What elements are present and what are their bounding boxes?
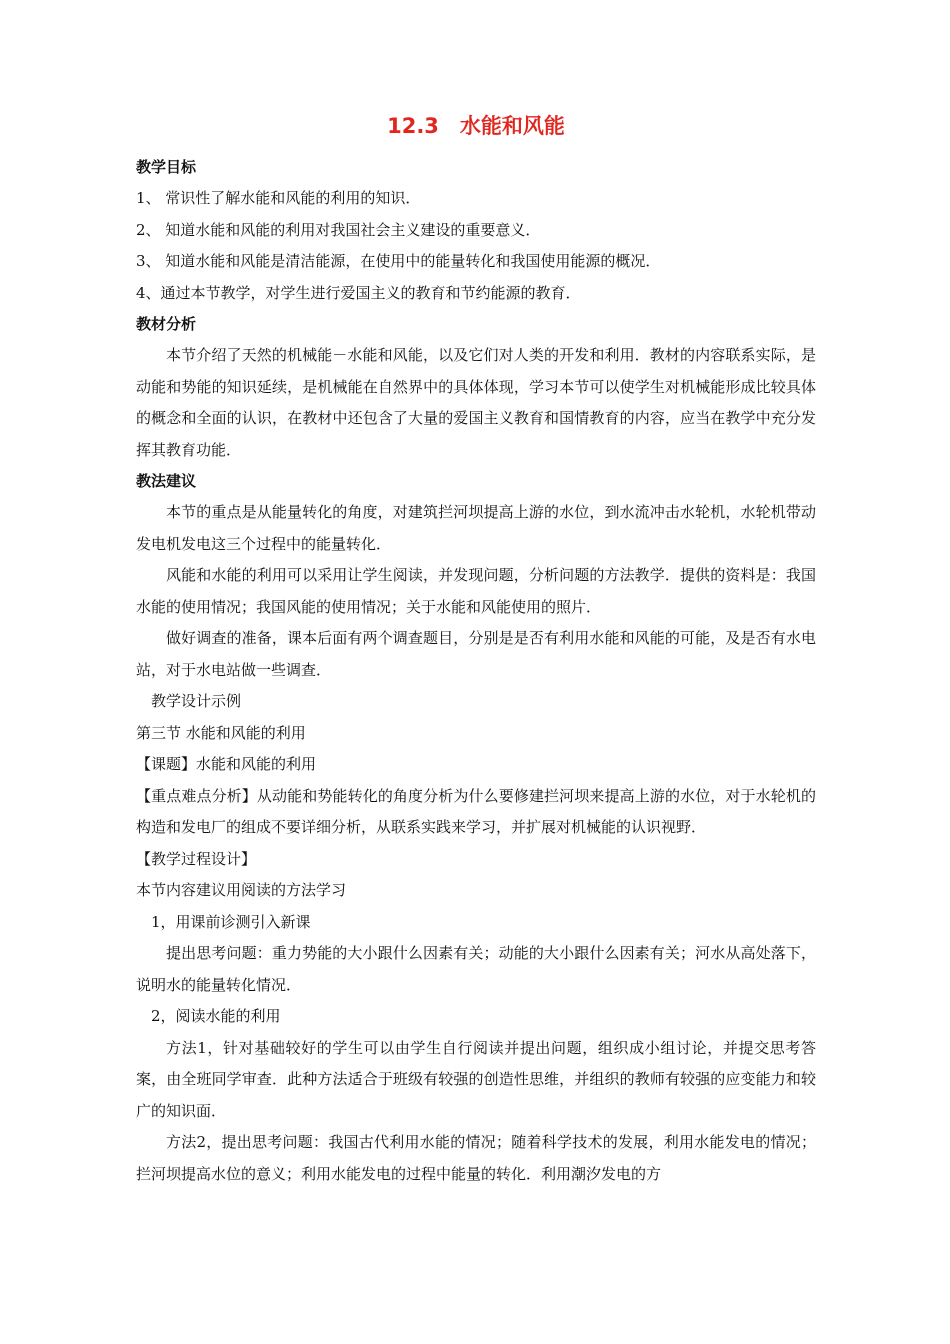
design-example-label: 教学设计示例 xyxy=(151,692,242,710)
objective-item: 3、 知道水能和风能是清洁能源，在使用中的能量转化和我国使用能源的概况． xyxy=(136,252,661,270)
analysis-paragraph: 本节介绍了天然的机械能－水能和风能，以及它们对人类的开发和利用．教材的内容联系实际，是动能和势能的知识延续，是机械能在自然界中的具体体现，学习本节可以使学生对机械能形成比较具体的概念和全面的认识，在教材中还包含了大量的爱国主义教育和国情教育的内容，应当在教学中充分发挥其教育功能． xyxy=(136,346,816,459)
step-1-paragraph: 提出思考问题：重力势能的大小跟什么因素有关；动能的大小跟什么因素有关；河水从高处落下，说明水的能量转化情况． xyxy=(136,944,816,994)
method-paragraph: 本节的重点是从能量转化的角度，对建筑拦河坝提高上游的水位，到水流冲击水轮机，水轮机带动发电机发电这三个过程中的能量转化． xyxy=(136,503,816,553)
process-heading: 【教学过程设计】 xyxy=(136,849,257,868)
step-2-label: 2，阅读水能的利用 xyxy=(151,1007,281,1025)
method-heading: 教法建议 xyxy=(136,472,197,490)
analysis-heading: 教材分析 xyxy=(136,315,197,333)
page-title: 12.3 水能和风能 xyxy=(387,114,565,138)
objective-item: 1、 常识性了解水能和风能的利用的知识． xyxy=(136,189,421,207)
section-name: 第三节 水能和风能的利用 xyxy=(136,723,306,742)
method-paragraph: 做好调查的准备，课本后面有两个调查题目，分别是是否有利用水能和风能的可能，及是否有水电站，对于水电站做一些调查． xyxy=(136,629,816,679)
method-1-paragraph: 方法1，针对基础较好的学生可以由学生自行阅读并提出问题，组织成小组讨论，并提交思考答案，由全班同学审查．此种方法适合于班级有较强的创造性思维，并组织的教师有较强的应变能力和较广的知识面． xyxy=(136,1038,816,1120)
objective-item: 4、通过本节教学，对学生进行爱国主义的教育和节约能源的教育． xyxy=(136,283,581,302)
suggestion-line: 本节内容建议用阅读的方法学习 xyxy=(136,881,347,899)
method-paragraph: 风能和水能的利用可以采用让学生阅读，并发现问题，分析问题的方法教学．提供的资料是：我国水能的使用情况；我国风能的使用情况；关于水能和风能使用的照片． xyxy=(136,566,816,616)
document-page xyxy=(136,110,816,1190)
step-1-label: 1，用课前诊测引入新课 xyxy=(151,912,311,931)
method-2-paragraph: 方法2，提出思考问题：我国古代利用水能的情况；随着科学技术的发展，利用水能发电的情况；拦河坝提高水位的意义；利用水能发电的过程中能量的转化．利用潮汐发电的方 xyxy=(136,1133,816,1183)
objectives-heading: 教学目标 xyxy=(136,158,197,176)
objective-item: 2、 知道水能和风能的利用对我国社会主义建设的重要意义． xyxy=(136,220,541,239)
key-points-paragraph: 【重点难点分析】从动能和势能转化的角度分析为什么要修建拦河坝来提高上游的水位，对于水轮机的构造和发电厂的组成不要详细分析，从联系实践来学习，并扩展对机械能的认识视野． xyxy=(136,786,816,836)
topic-line: 【课题】水能和风能的利用 xyxy=(136,755,317,773)
